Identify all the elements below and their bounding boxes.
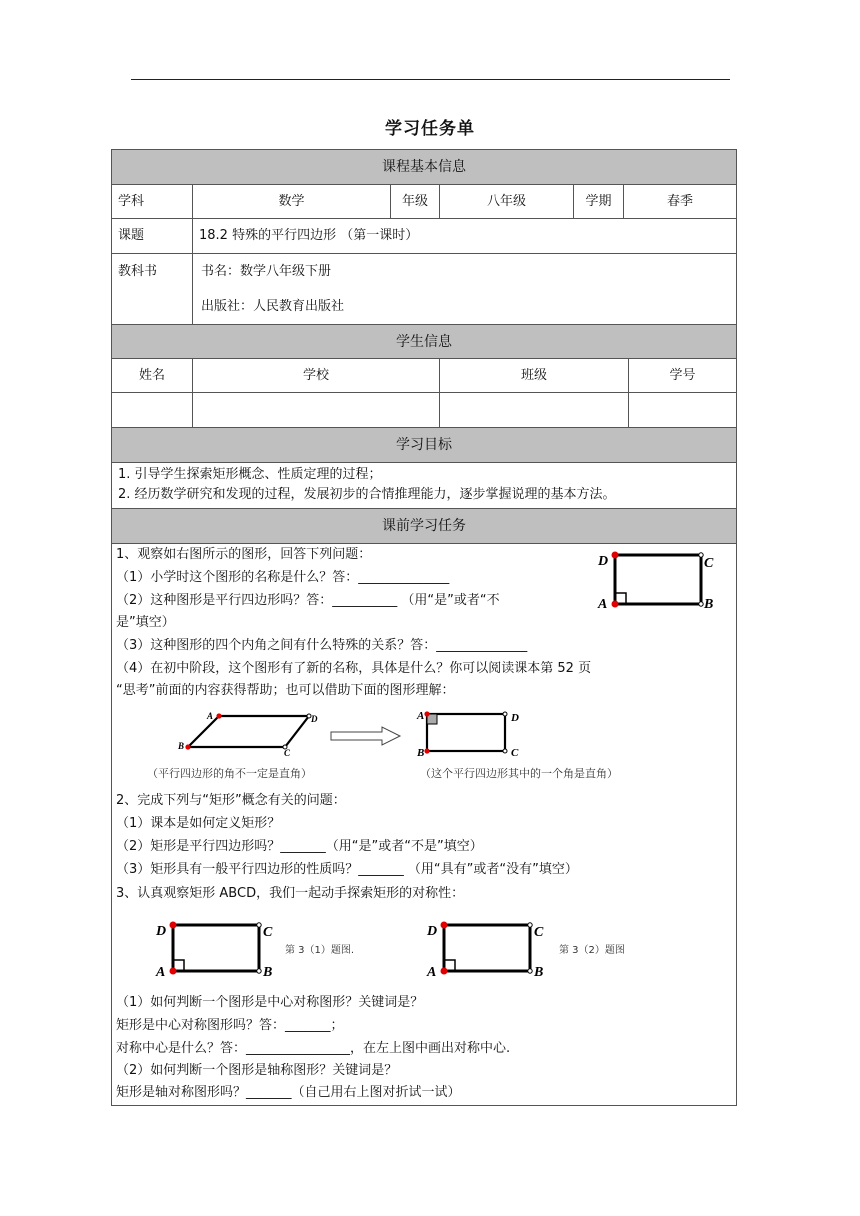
- label-c: C: [704, 556, 714, 571]
- textbook-publisher: 出版社：人民教育出版社: [201, 299, 345, 314]
- caption-rectangle: （这个平行四边形其中的一个角是直角）: [420, 767, 618, 780]
- label-b: B: [704, 597, 714, 612]
- student-id-field[interactable]: [629, 393, 736, 427]
- section-goals-header: 学习目标: [112, 428, 736, 462]
- task1-q4a: （4）在初中阶段，这个图形有了新的名称，具体是什么？你可以阅读课本第 52 页: [116, 661, 592, 676]
- task3-p3: 对称中心是什么？答：________________，在左上图中画出对称中心.: [116, 1041, 511, 1056]
- label-a: A: [417, 710, 425, 722]
- task1-q2a: （2）这种图形是平行四边形吗？答：__________ （用“是”或者“不: [116, 593, 500, 608]
- term-value: 春季: [666, 193, 693, 209]
- student-name-label: 姓名: [138, 367, 165, 383]
- label-a: A: [207, 711, 214, 721]
- label-d: D: [511, 712, 519, 724]
- task3-figure-2: [424, 916, 554, 980]
- student-id-label: 学号: [669, 367, 696, 383]
- label-d: D: [598, 554, 609, 569]
- student-class-field[interactable]: [440, 393, 628, 427]
- label-b: B: [263, 965, 273, 980]
- topic-value: 18.2 特殊的平行四边形 （第一课时）: [199, 228, 419, 243]
- right-arrow-icon: [330, 726, 402, 746]
- section-course-header: 课程基本信息: [112, 150, 736, 184]
- task3-p4: （2）如何判断一个图形是轴称图形？关键词是？: [116, 1063, 398, 1078]
- parallelogram-figure: [176, 708, 326, 758]
- label-d: D: [427, 924, 438, 939]
- task3-question: 3、认真观察矩形 ABCD，我们一起动手探索矩形的对称性：: [116, 886, 465, 901]
- task3-p1: （1）如何判断一个图形是中心对称图形？关键词是？: [116, 995, 424, 1010]
- textbook-label: 教科书: [118, 264, 158, 279]
- task2-q2: （2）矩形是平行四边形吗？_______（用“是”或者“不是”填空）: [116, 839, 483, 854]
- task1-q4b: “思考”前面的内容获得帮助；也可以借助下面的图形理解：: [116, 683, 455, 698]
- student-school-label: 学校: [302, 367, 329, 383]
- rectangle-right-angle-figure: [412, 706, 532, 760]
- grade-label: 年级: [401, 193, 428, 209]
- header-rule: [131, 79, 730, 80]
- task1-q1: （1）小学时这个图形的名称是什么？答：______________: [116, 570, 450, 585]
- label-a: A: [427, 965, 437, 980]
- page-title: 学习任务单: [385, 119, 475, 139]
- label-c: C: [263, 925, 273, 940]
- rectangle-figure: [594, 548, 724, 614]
- task1-question: 1、观察如右图所示的图形，回答下列问题：: [116, 547, 372, 562]
- task3-p2: 矩形是中心对称图形吗？答：_______；: [116, 1018, 344, 1033]
- subject-label: 学科: [118, 193, 145, 209]
- subject-value: 数学: [278, 193, 305, 209]
- label-c: C: [534, 925, 544, 940]
- goal-2: 2. 经历数学研究和发现的过程，发展初步的合情推理能力，逐步掌握说理的基本方法。: [118, 487, 616, 502]
- label-a: A: [598, 597, 608, 612]
- task2-q1: （1）课本是如何定义矩形？: [116, 816, 281, 831]
- grade-value: 八年级: [486, 193, 526, 209]
- label-c: C: [284, 748, 291, 758]
- topic-label: 课题: [118, 228, 145, 243]
- task3-figure-1-caption: 第 3（1）题图.: [285, 945, 355, 956]
- label-d: D: [311, 714, 318, 724]
- caption-parallelogram: （平行四边形的角不一定是直角）: [147, 767, 312, 780]
- task2-q3: （3）矩形具有一般平行四边形的性质吗？_______ （用“具有”或者“没有”填空）: [116, 862, 578, 877]
- label-c: C: [511, 747, 519, 759]
- goal-1: 1. 引导学生探索矩形概念、性质定理的过程；: [118, 467, 382, 482]
- task1-q2b: 是”填空）: [116, 615, 175, 630]
- student-name-field[interactable]: [112, 393, 192, 427]
- label-d: D: [156, 924, 167, 939]
- task3-figure-2-caption: 第 3（2）题图: [559, 945, 625, 956]
- student-class-label: 班级: [520, 367, 547, 383]
- section-student-header: 学生信息: [112, 325, 736, 358]
- section-tasks-header: 课前学习任务: [112, 509, 736, 543]
- task3-p5: 矩形是轴对称图形吗？_______（自己用右上图对折试一试）: [116, 1085, 461, 1100]
- task2-question: 2、完成下列与“矩形”概念有关的问题：: [116, 793, 346, 808]
- label-b: B: [417, 747, 425, 759]
- task1-q3: （3）这种图形的四个内角之间有什么特殊的关系？答：______________: [116, 638, 528, 653]
- student-school-field[interactable]: [193, 393, 439, 427]
- label-b: B: [534, 965, 544, 980]
- label-a: A: [156, 965, 166, 980]
- term-label: 学期: [585, 193, 612, 209]
- task3-figure-1: [154, 916, 284, 980]
- textbook-name: 书名：数学八年级下册: [201, 264, 332, 279]
- label-b: B: [178, 741, 185, 751]
